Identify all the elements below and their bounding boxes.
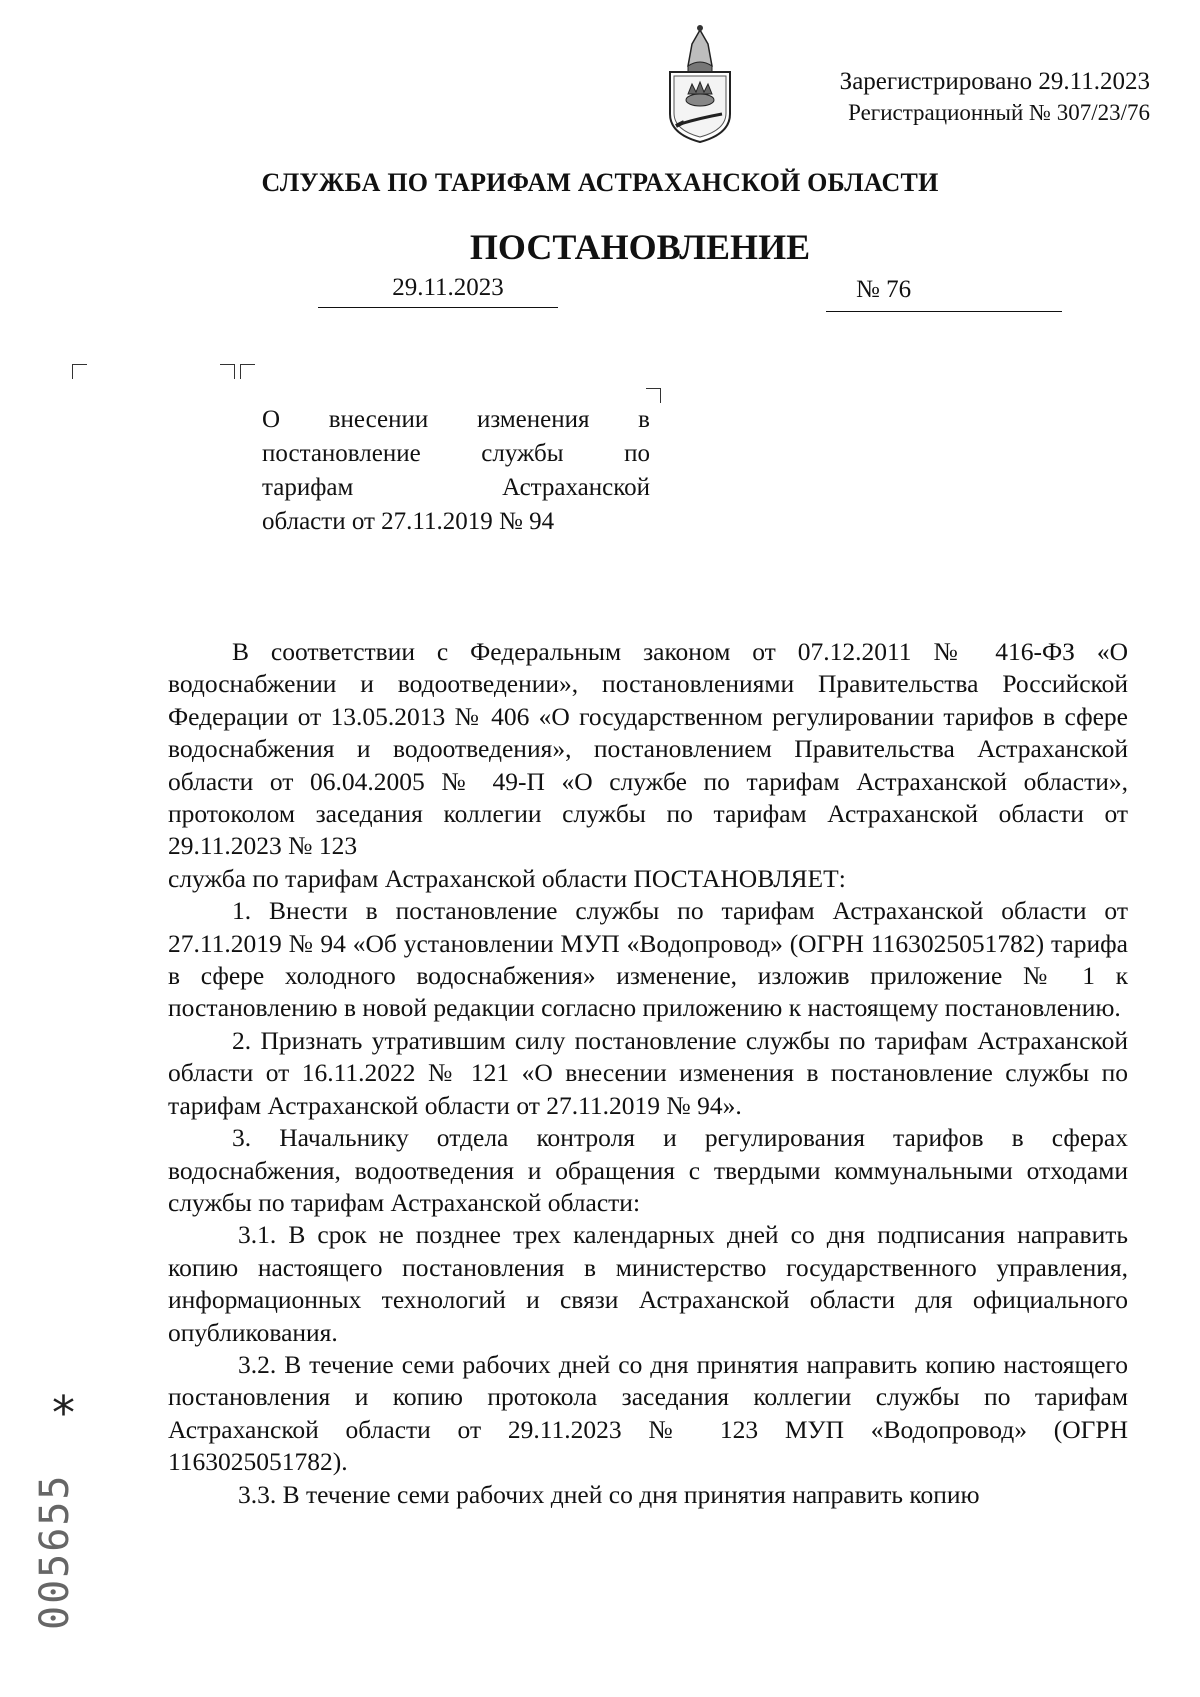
agency-title: СЛУЖБА ПО ТАРИФАМ АСТРАХАНСКОЙ ОБЛАСТИ [261,168,939,197]
date-underline [318,307,558,308]
subject-line: постановление службы по [262,440,650,467]
registration-number: Регистрационный № 307/23/76 [848,100,1150,125]
clause-3-1: 3.1. В срок не позднее трех календарных дней со дня подписания направить копию настоящего постановления в министерство государственного управления, информационных технологий и связи Астраханской области для официального опубликования. [168,1220,1128,1347]
corner-mark [646,388,661,403]
astrakhan-coat-of-arms-icon [658,22,742,146]
corner-mark [220,364,235,379]
document-date: 29.11.2023 [392,274,504,301]
corner-mark [72,364,87,379]
registration-block [740,66,1150,128]
subject-line: О внесении изменения в [262,406,650,433]
clause-1: 1. Внести в постановление службы по тарифам Астраханской области от 27.11.2019 № 94 «Об установлении МУП «Водопровод» (ОГРН 1163025051782) тарифа в сфере холодного водоснабжения» изменение, изложив приложение № 1 к постановлению в новой редакции согласно приложению к настоящему постановлению. [168,896,1128,1023]
document-subject [262,403,650,539]
clause-3: 3. Начальнику отдела контроля и регулирования тарифов в сферах водоснабжения, водоотведения и обращения с твердыми коммунальными отходами службы по тарифам Астраханской области: [168,1123,1128,1217]
document-number: № 76 [856,276,912,303]
subject-line: области от 27.11.2019 № 94 [262,508,555,535]
number-underline [826,311,1062,312]
document-body [168,636,1128,1511]
margin-stamp [32,1386,122,1630]
subject-line: тарифам Астраханской [262,474,650,501]
document-type: ПОСТАНОВЛЕНИЕ [469,227,811,267]
registration-date: Зарегистрировано 29.11.2023 [839,68,1150,95]
clause-3-3: 3.3. В течение семи рабочих дней со дня принятия направить копию [238,1479,980,1509]
margin-code: 005655 [32,1473,78,1630]
decree-line: служба по тарифам Астраханской области ПОСТАНОВЛЯЕТ: [168,863,846,893]
corner-mark [240,364,255,379]
asterisk-mark: * [52,1386,75,1440]
clause-3-2: 3.2. В течение семи рабочих дней со дня принятия направить копию настоящего постановления и копию протокола заседания коллегии службы по тарифам Астраханской области от 29.11.2023 № 123 МУП «Водопровод» (ОГРН 1163025051782). [168,1349,1128,1477]
clause-2: 2. Признать утратившим силу постановление службы по тарифам Астраханской области от 16.11.2022 № 121 «О внесении изменения в постановление службы по тарифам Астраханской области от 27.11.2019 № 94». [168,1025,1128,1120]
preamble-paragraph: В соответствии с Федеральным законом от 07.12.2011 № 416-ФЗ «О водоснабжении и водоотведении», постановлениями Правительства Российской Федерации от 13.05.2013 № 406 «О государственном регулировании тарифов в сфере водоснабжения и водоотведения», постановлением Правительства Астраханской области от 06.04.2005 № 49-П «О службе по тарифам Астраханской области», протоколом заседания коллегии службы по тарифам Астраханской области от 29.11.2023 № 123 [168,637,1128,861]
